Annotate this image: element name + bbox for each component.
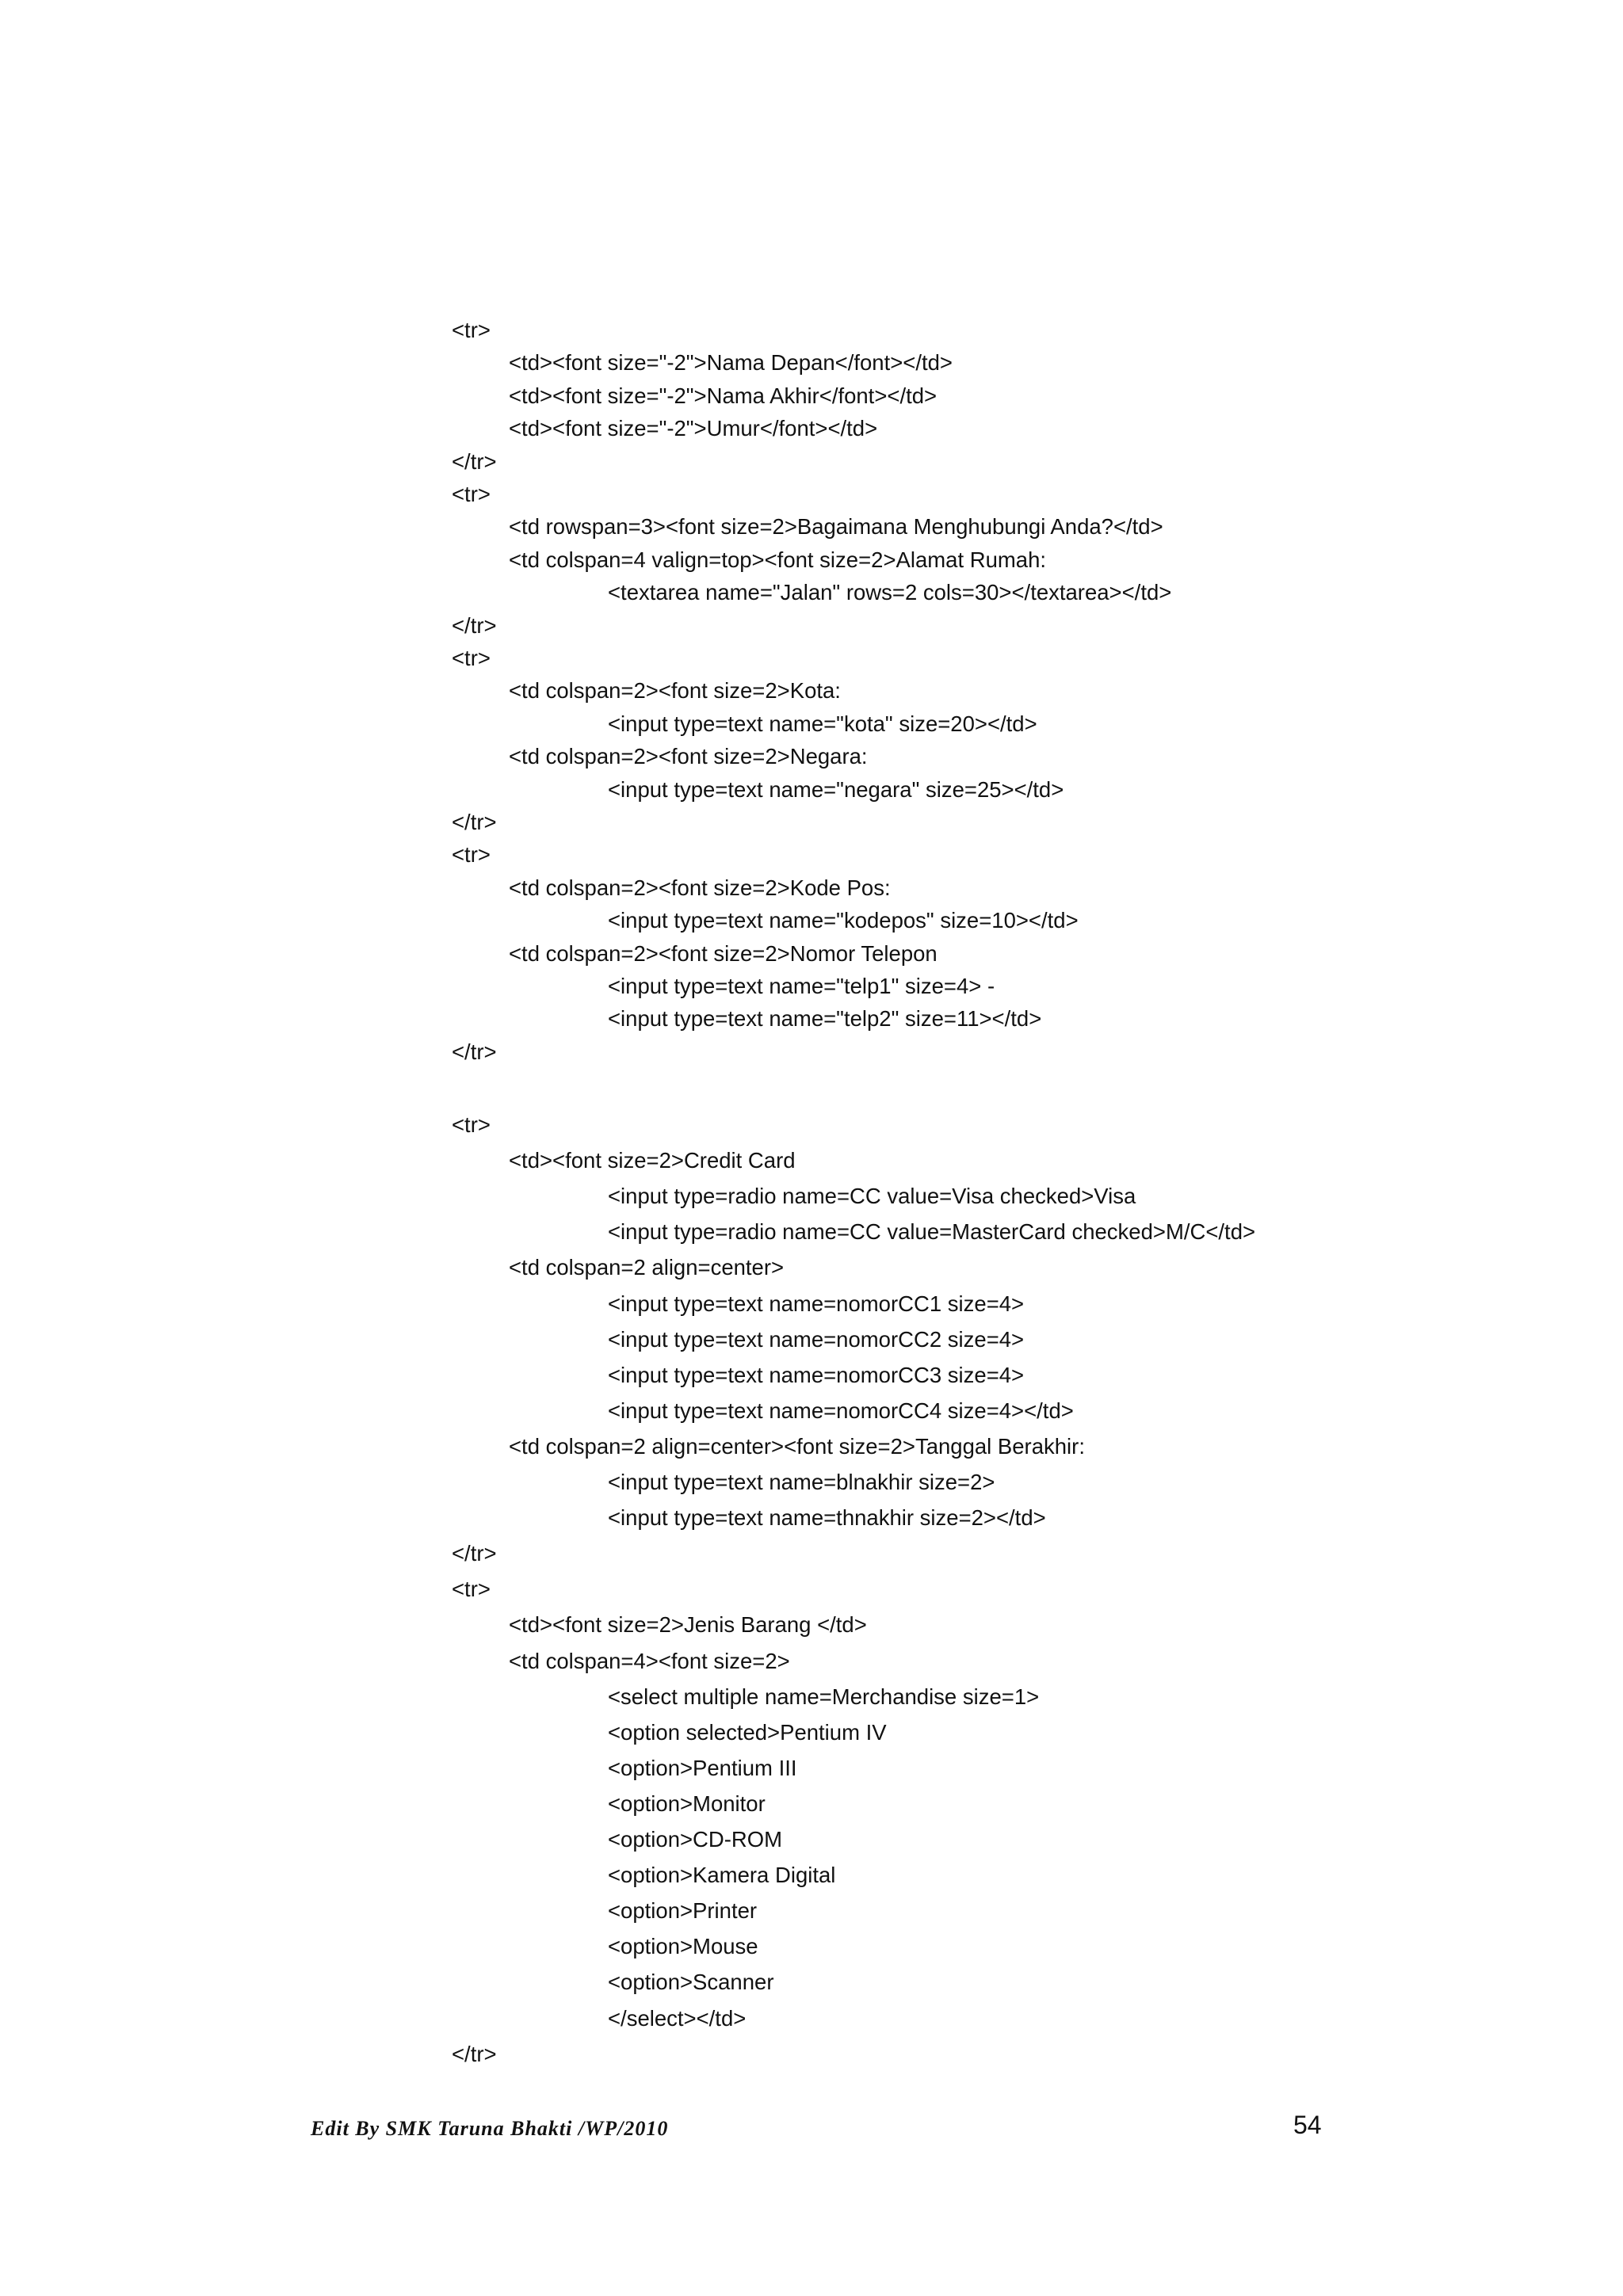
code-line: <tr>	[452, 646, 491, 670]
code-line: <select multiple name=Merchandise size=1>	[608, 1684, 1040, 1709]
code-line: <tr>	[452, 1577, 491, 1602]
page-number: 54	[1293, 2111, 1322, 2139]
code-line: </tr>	[452, 612, 497, 638]
code-line: <td colspan=4 valign=top><font size=2>Alamat Rumah:	[509, 547, 1047, 572]
code-line: <input type=text name="negara" size=25></td>	[608, 776, 1064, 802]
code-line: <td><font size="-2">Nama Akhir</font></td>	[509, 383, 938, 408]
code-line: <tr>	[452, 1112, 491, 1137]
code-line: </tr>	[452, 1039, 497, 1064]
code-line: <input type=text name=nomorCC1 size=4>	[608, 1291, 1025, 1316]
code-line: <td><font size=2>Jenis Barang </td>	[509, 1612, 867, 1638]
code-line: <td><font size="-2">Nama Depan</font></td>	[509, 350, 953, 376]
code-line: <td colspan=2 align=center>	[509, 1255, 785, 1280]
code-line: <option>Pentium III	[608, 1755, 797, 1780]
code-line: <textarea name="Jalan" rows=2 cols=30></textarea></td>	[608, 580, 1172, 605]
code-line: <tr>	[452, 482, 491, 506]
code-line: <input type=text name=thnakhir size=2></td>	[608, 1505, 1046, 1531]
code-line: <input type=text name=nomorCC4 size=4></td>	[608, 1398, 1074, 1423]
code-line: <input type=text name=nomorCC2 size=4>	[608, 1326, 1025, 1352]
code-line: <td colspan=2 align=center><font size=2>Tanggal Berakhir:	[509, 1433, 1085, 1459]
code-line: <option selected>Pentium IV	[608, 1719, 887, 1745]
code-line: <input type=text name="kodepos" size=10></td>	[608, 908, 1079, 933]
code-line: <td><font size="-2">Umur</font></td>	[509, 416, 878, 441]
code-line: <option>CD-ROM	[608, 1827, 783, 1852]
code-line: <option>Mouse	[608, 1934, 758, 1959]
code-line: <td rowspan=3><font size=2>Bagaimana Menghubungi Anda?</td>	[509, 514, 1163, 540]
code-line: <input type=radio name=CC value=MasterCard checked>M/C</td>	[608, 1219, 1256, 1245]
code-line: <input type=text name="telp2" size=11></td>	[608, 1006, 1042, 1032]
code-line: <td><font size=2>Credit Card	[509, 1148, 796, 1173]
code-line: <input type=text name="kota" size=20></td>	[608, 711, 1037, 736]
code-line: </select></td>	[608, 2005, 747, 2031]
code-line: <td colspan=2><font size=2>Kota:	[509, 678, 841, 704]
code-line: <input type=radio name=CC value=Visa checked>Visa	[608, 1184, 1136, 1209]
code-line: </tr>	[452, 810, 497, 834]
footer-credit: Edit By SMK Taruna Bhakti /WP/2010	[311, 2117, 669, 2140]
code-line: <input type=text name=blnakhir size=2>	[608, 1470, 995, 1494]
code-line: </tr>	[452, 2041, 497, 2066]
code-line: <input type=text name="telp1" size=4> -	[608, 974, 995, 998]
code-line: </tr>	[452, 1541, 497, 1566]
code-line: <td colspan=2><font size=2>Negara:	[509, 744, 868, 769]
code-line: <option>Printer	[608, 1898, 758, 1924]
code-line: </tr>	[452, 448, 497, 474]
code-line: <tr>	[452, 318, 491, 342]
code-line: <tr>	[452, 842, 491, 868]
code-line: <option>Monitor	[608, 1791, 766, 1816]
code-line: <option>Kamera Digital	[608, 1863, 836, 1888]
code-line: <td colspan=2><font size=2>Nomor Telepon	[509, 940, 938, 966]
code-line: <td colspan=4><font size=2>	[509, 1648, 790, 1673]
code-line: <input type=text name=nomorCC3 size=4>	[608, 1362, 1025, 1387]
code-line: <option>Scanner	[608, 1970, 774, 1995]
code-line: <td colspan=2><font size=2>Kode Pos:	[509, 875, 891, 900]
